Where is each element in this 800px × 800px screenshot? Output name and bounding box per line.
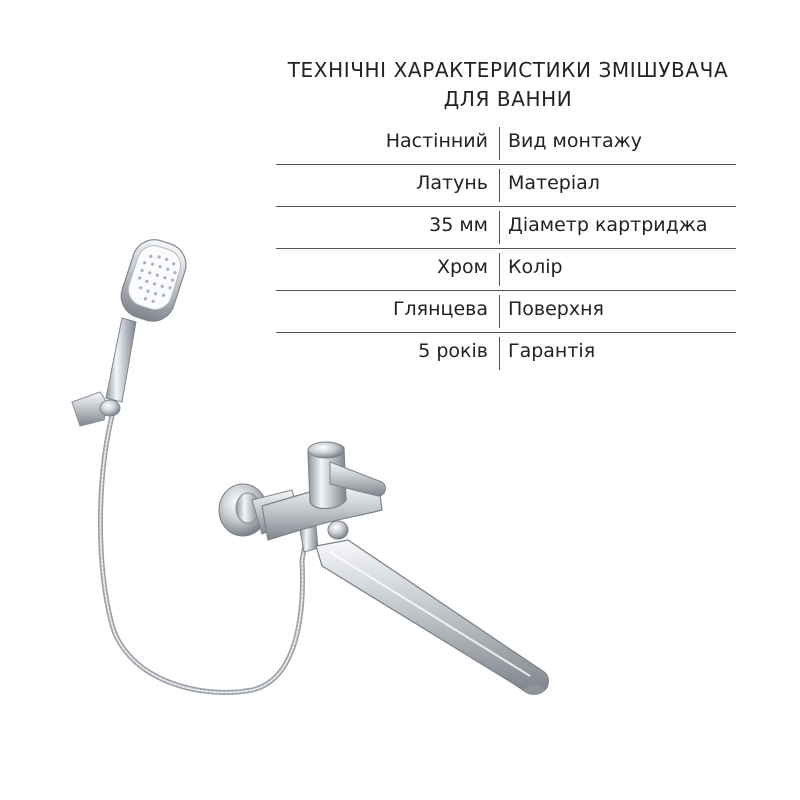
spec-value: Латунь bbox=[416, 172, 488, 194]
spec-row bbox=[276, 165, 736, 207]
spec-property: Діаметр картриджа bbox=[508, 214, 708, 236]
spec-value: Глянцева bbox=[392, 298, 488, 320]
shower-head bbox=[116, 234, 192, 327]
hand-shower-handle bbox=[106, 318, 136, 402]
spec-property: Матеріал bbox=[508, 172, 600, 194]
spec-property: Поверхня bbox=[508, 298, 604, 320]
spec-row bbox=[276, 123, 736, 165]
shower-hose bbox=[100, 412, 306, 692]
spec-property: Гарантія bbox=[508, 340, 596, 362]
column-divider bbox=[499, 169, 500, 202]
spec-property: Колір bbox=[508, 256, 563, 278]
spec-value: Настінний bbox=[385, 130, 488, 152]
column-divider bbox=[499, 127, 500, 160]
title-line-2: ДЛЯ ВАННИ bbox=[443, 87, 573, 111]
spec-property: Вид монтажу bbox=[508, 130, 643, 152]
spec-value: Хром bbox=[436, 256, 488, 278]
bath-mixer-with-shower-icon bbox=[40, 230, 600, 710]
page-title bbox=[258, 56, 758, 114]
diverter-knob bbox=[328, 521, 348, 539]
title-line-1: ТЕХНІЧНІ ХАРАКТЕРИСТИКИ ЗМІШУВАЧА bbox=[287, 58, 729, 82]
spec-value: 5 років bbox=[418, 340, 488, 362]
spec-value: 35 мм bbox=[429, 214, 488, 236]
